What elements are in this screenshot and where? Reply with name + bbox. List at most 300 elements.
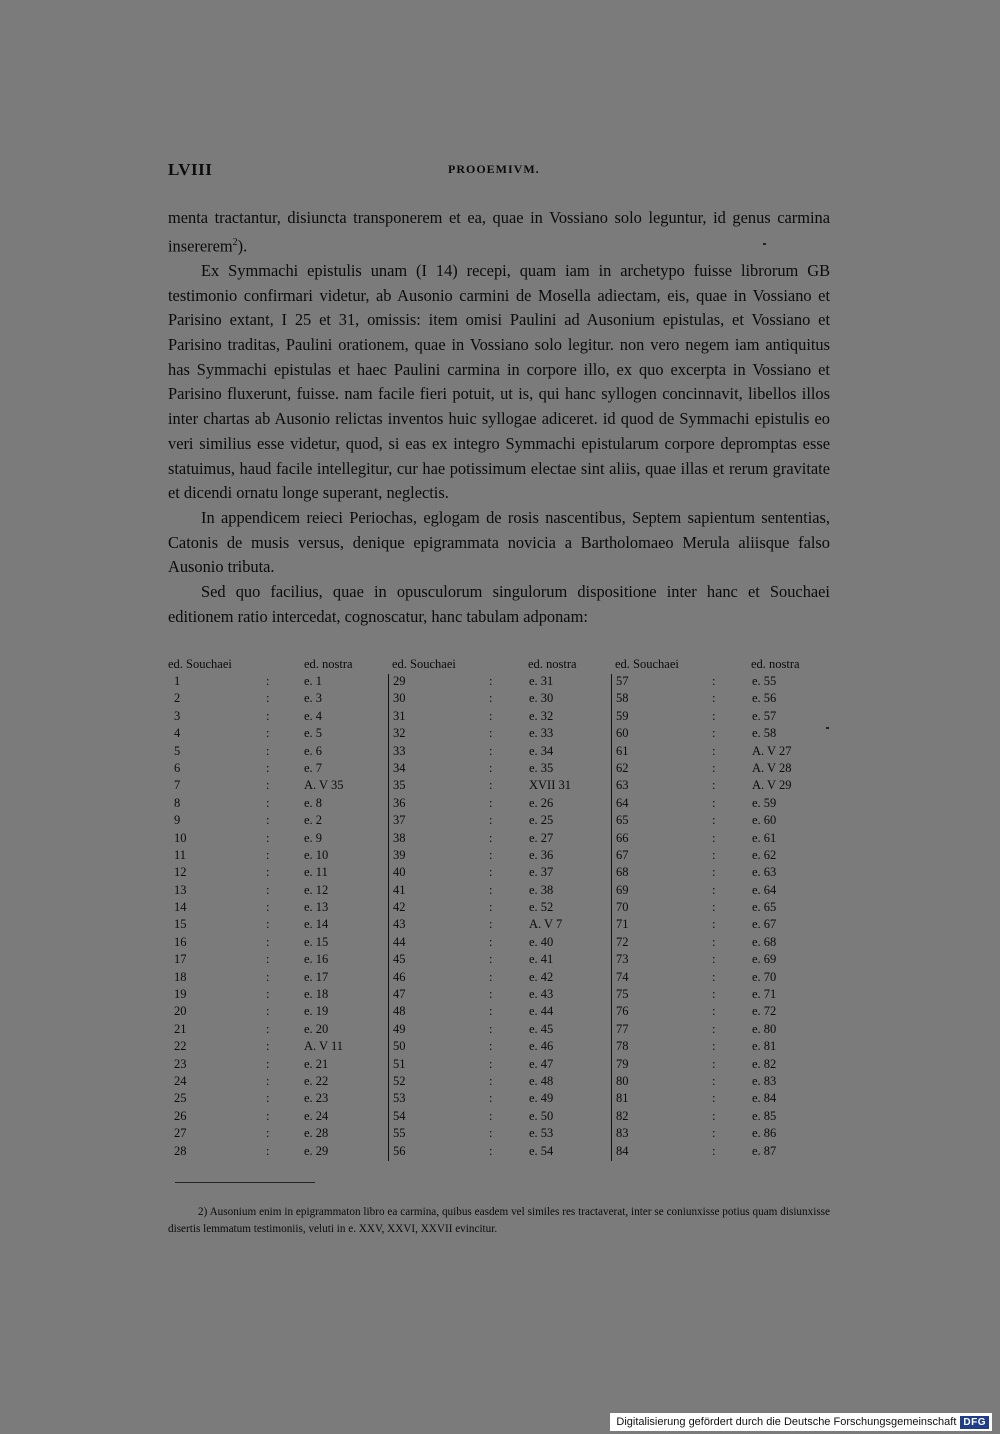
table-row xyxy=(612,744,836,761)
nostra-reference: e. 32 xyxy=(529,708,554,723)
nostra-reference: e. 68 xyxy=(752,934,777,949)
nostra-reference: A. V 7 xyxy=(529,917,563,932)
separator: : xyxy=(266,1126,270,1141)
separator: : xyxy=(266,795,270,810)
souchaei-number: 33 xyxy=(393,743,406,758)
nostra-reference: e. 34 xyxy=(529,743,554,758)
souchaei-number: 44 xyxy=(393,934,406,949)
separator: : xyxy=(266,813,270,828)
nostra-reference: e. 29 xyxy=(304,1143,329,1158)
table-row xyxy=(389,1144,613,1161)
nostra-reference: e. 55 xyxy=(752,674,777,688)
souchaei-number: 5 xyxy=(174,743,181,758)
souchaei-number: 7 xyxy=(174,778,181,793)
nostra-reference: e. 87 xyxy=(752,1143,777,1158)
table-row xyxy=(389,970,613,987)
footnote-text: Ausonium enim in epigrammaton libro ea carmina, quibus easdem vel similes res tractaverat, inter se coniunxisse potius quam disiunxisse disertis lemmatum testimoniis, veluti in e. XXV, XXVI, XXVII evincitur. xyxy=(168,1206,830,1235)
nostra-reference: e. 14 xyxy=(304,917,329,932)
nostra-reference: e. 5 xyxy=(304,726,323,741)
column-header: ed. Souchaei xyxy=(392,657,456,671)
separator: : xyxy=(712,1091,716,1106)
nostra-reference: e. 52 xyxy=(529,900,554,915)
table-row xyxy=(612,778,836,795)
separator: : xyxy=(266,830,270,845)
nostra-reference: e. 47 xyxy=(529,1056,554,1071)
footnote-ref: 2 xyxy=(232,236,238,248)
separator: : xyxy=(266,778,270,793)
souchaei-number: 20 xyxy=(174,1004,187,1019)
nostra-reference: e. 18 xyxy=(304,987,329,1002)
nostra-reference: e. 4 xyxy=(304,708,323,723)
table-row xyxy=(612,1074,836,1091)
table-row xyxy=(612,1057,836,1074)
paragraph: In appendicem reieci Periochas, eglogam de rosis nascentibus, Septem sapientum sententias, Catonis de musis versus, denique epigrammata novicia a Bartholomaeo Merula aliisque falso Ausonio tributa. xyxy=(168,507,830,577)
digitization-credit xyxy=(610,1413,992,1431)
footnote-rule xyxy=(175,1182,315,1183)
table-row xyxy=(612,1109,836,1126)
table-row xyxy=(612,761,836,778)
separator: : xyxy=(489,743,493,758)
nostra-reference: e. 17 xyxy=(304,969,329,984)
souchaei-number: 37 xyxy=(393,813,406,828)
separator: : xyxy=(712,917,716,932)
table-row xyxy=(389,883,613,900)
table-row xyxy=(168,1004,392,1021)
table-row xyxy=(168,1039,392,1056)
separator: : xyxy=(266,1108,270,1123)
nostra-reference: e. 20 xyxy=(304,1021,329,1036)
nostra-reference: e. 48 xyxy=(529,1073,554,1088)
table-row xyxy=(389,987,613,1004)
separator: : xyxy=(266,1143,270,1158)
nostra-reference: e. 70 xyxy=(752,969,777,984)
separator: : xyxy=(489,882,493,897)
souchaei-number: 2 xyxy=(174,691,181,706)
column-header: ed. Souchaei xyxy=(168,657,232,671)
nostra-reference: A. V 29 xyxy=(752,778,792,793)
nostra-reference: e. 28 xyxy=(304,1126,329,1141)
souchaei-number: 71 xyxy=(616,917,629,932)
nostra-reference: e. 21 xyxy=(304,1056,329,1071)
separator: : xyxy=(266,743,270,758)
separator: : xyxy=(712,900,716,915)
souchaei-number: 59 xyxy=(616,708,629,723)
page-header xyxy=(168,160,830,184)
separator: : xyxy=(266,708,270,723)
nostra-reference: e. 19 xyxy=(304,1004,329,1019)
table-row xyxy=(168,987,392,1004)
souchaei-number: 47 xyxy=(393,987,406,1002)
separator: : xyxy=(712,1108,716,1123)
separator: : xyxy=(489,778,493,793)
souchaei-number: 31 xyxy=(393,708,406,723)
table-row xyxy=(168,865,392,882)
table-row xyxy=(389,744,613,761)
souchaei-number: 42 xyxy=(393,900,406,915)
nostra-reference: e. 35 xyxy=(529,760,554,775)
separator: : xyxy=(489,917,493,932)
souchaei-number: 4 xyxy=(174,726,181,741)
separator: : xyxy=(712,969,716,984)
separator: : xyxy=(489,1056,493,1071)
souchaei-number: 57 xyxy=(616,674,629,688)
nostra-reference: e. 86 xyxy=(752,1126,777,1141)
separator: : xyxy=(489,987,493,1002)
nostra-reference: e. 42 xyxy=(529,969,554,984)
souchaei-number: 46 xyxy=(393,969,406,984)
souchaei-number: 63 xyxy=(616,778,629,793)
separator: : xyxy=(489,1073,493,1088)
souchaei-number: 48 xyxy=(393,1004,406,1019)
separator: : xyxy=(712,1021,716,1036)
scan-speck xyxy=(826,727,829,729)
souchaei-number: 84 xyxy=(616,1143,629,1158)
nostra-reference: A. V 35 xyxy=(304,778,344,793)
table-row xyxy=(612,848,836,865)
nostra-reference: e. 83 xyxy=(752,1073,777,1088)
souchaei-number: 17 xyxy=(174,952,187,967)
paragraph: menta tractantur, disiuncta transponerem et ea, quae in Vossiano solo leguntur, id genus carmina insererem$^2$). xyxy=(168,208,830,256)
table-row xyxy=(389,1004,613,1021)
souchaei-number: 9 xyxy=(174,813,181,828)
separator: : xyxy=(712,795,716,810)
nostra-reference: e. 69 xyxy=(752,952,777,967)
table-row xyxy=(389,865,613,882)
nostra-reference: e. 40 xyxy=(529,934,554,949)
table-row xyxy=(389,935,613,952)
table-row xyxy=(168,935,392,952)
souchaei-number: 22 xyxy=(174,1039,187,1054)
nostra-reference: e. 59 xyxy=(752,795,777,810)
nostra-reference: XVII 31 xyxy=(529,778,572,793)
souchaei-number: 13 xyxy=(174,882,187,897)
table-row xyxy=(612,1091,836,1108)
table-row xyxy=(168,1126,392,1143)
nostra-reference: e. 36 xyxy=(529,847,554,862)
nostra-reference: e. 72 xyxy=(752,1004,777,1019)
table-row xyxy=(168,1022,392,1039)
table-row xyxy=(389,691,613,708)
separator: : xyxy=(266,917,270,932)
table-column xyxy=(611,674,836,1161)
souchaei-number: 34 xyxy=(393,760,406,775)
souchaei-number: 49 xyxy=(393,1021,406,1036)
nostra-reference: e. 1 xyxy=(304,674,323,688)
nostra-reference: e. 27 xyxy=(529,830,554,845)
column-header: ed. nostra xyxy=(304,657,353,671)
separator: : xyxy=(489,726,493,741)
table-row xyxy=(612,796,836,813)
separator: : xyxy=(266,1004,270,1019)
separator: : xyxy=(266,1056,270,1071)
nostra-reference: e. 46 xyxy=(529,1039,554,1054)
souchaei-number: 69 xyxy=(616,882,629,897)
nostra-reference: e. 15 xyxy=(304,934,329,949)
nostra-reference: e. 16 xyxy=(304,952,329,967)
separator: : xyxy=(266,1091,270,1106)
table-row xyxy=(168,744,392,761)
souchaei-number: 6 xyxy=(174,760,181,775)
souchaei-number: 12 xyxy=(174,865,187,880)
souchaei-number: 18 xyxy=(174,969,187,984)
table-column xyxy=(388,674,613,1161)
column-header: ed. Souchaei xyxy=(615,657,679,671)
separator: : xyxy=(266,674,270,688)
separator: : xyxy=(489,708,493,723)
table-row xyxy=(389,796,613,813)
table-row xyxy=(389,813,613,830)
souchaei-number: 30 xyxy=(393,691,406,706)
table-row xyxy=(389,761,613,778)
nostra-reference: e. 10 xyxy=(304,847,329,862)
separator: : xyxy=(712,743,716,758)
souchaei-number: 14 xyxy=(174,900,187,915)
table-row xyxy=(168,848,392,865)
table-row xyxy=(389,900,613,917)
separator: : xyxy=(489,847,493,862)
souchaei-number: 68 xyxy=(616,865,629,880)
table-row xyxy=(168,796,392,813)
separator: : xyxy=(712,760,716,775)
separator: : xyxy=(489,674,493,688)
souchaei-number: 38 xyxy=(393,830,406,845)
separator: : xyxy=(712,865,716,880)
credit-text: Digitalisierung gefördert durch die Deutsche Forschungsgemeinschaft xyxy=(616,1416,957,1428)
nostra-reference: e. 82 xyxy=(752,1056,777,1071)
separator: : xyxy=(712,813,716,828)
table-row xyxy=(389,1074,613,1091)
separator: : xyxy=(266,900,270,915)
nostra-reference: e. 56 xyxy=(752,691,777,706)
souchaei-number: 43 xyxy=(393,917,406,932)
souchaei-number: 16 xyxy=(174,934,187,949)
souchaei-number: 40 xyxy=(393,865,406,880)
table-row xyxy=(612,935,836,952)
table-row xyxy=(612,1039,836,1056)
table-row xyxy=(612,1144,836,1161)
souchaei-number: 61 xyxy=(616,743,629,758)
nostra-reference: e. 84 xyxy=(752,1091,777,1106)
table-row xyxy=(168,1057,392,1074)
souchaei-number: 28 xyxy=(174,1143,187,1158)
souchaei-number: 77 xyxy=(616,1021,629,1036)
nostra-reference: e. 80 xyxy=(752,1021,777,1036)
nostra-reference: e. 53 xyxy=(529,1126,554,1141)
separator: : xyxy=(489,691,493,706)
nostra-reference: e. 62 xyxy=(752,847,777,862)
separator: : xyxy=(712,1126,716,1141)
nostra-reference: e. 61 xyxy=(752,830,777,845)
souchaei-number: 62 xyxy=(616,760,629,775)
separator: : xyxy=(489,934,493,949)
table-row xyxy=(168,691,392,708)
nostra-reference: e. 50 xyxy=(529,1108,554,1123)
table-row xyxy=(612,987,836,1004)
separator: : xyxy=(266,865,270,880)
souchaei-number: 80 xyxy=(616,1073,629,1088)
table-row xyxy=(612,1022,836,1039)
table-row xyxy=(612,865,836,882)
separator: : xyxy=(489,813,493,828)
separator: : xyxy=(489,1143,493,1158)
footnote-marker: 2) xyxy=(198,1206,208,1218)
table-row xyxy=(389,952,613,969)
nostra-reference: e. 43 xyxy=(529,987,554,1002)
nostra-reference: e. 67 xyxy=(752,917,777,932)
table-row xyxy=(168,709,392,726)
souchaei-number: 67 xyxy=(616,847,629,862)
table-row xyxy=(612,691,836,708)
separator: : xyxy=(489,795,493,810)
souchaei-number: 10 xyxy=(174,830,187,845)
separator: : xyxy=(489,760,493,775)
table-row xyxy=(168,674,392,691)
souchaei-number: 66 xyxy=(616,830,629,845)
table-row xyxy=(168,883,392,900)
souchaei-number: 41 xyxy=(393,882,406,897)
separator: : xyxy=(266,691,270,706)
nostra-reference: e. 64 xyxy=(752,882,777,897)
table-row xyxy=(612,674,836,691)
table-row xyxy=(168,900,392,917)
running-title: PROOEMIVM. xyxy=(448,162,540,176)
souchaei-number: 21 xyxy=(174,1021,187,1036)
nostra-reference: e. 7 xyxy=(304,760,323,775)
separator: : xyxy=(489,952,493,967)
souchaei-number: 58 xyxy=(616,691,629,706)
separator: : xyxy=(266,1039,270,1054)
table-row xyxy=(168,726,392,743)
souchaei-number: 83 xyxy=(616,1126,629,1141)
separator: : xyxy=(712,691,716,706)
separator: : xyxy=(489,900,493,915)
separator: : xyxy=(712,830,716,845)
nostra-reference: e. 58 xyxy=(752,726,777,741)
table-row xyxy=(612,970,836,987)
souchaei-number: 74 xyxy=(616,969,629,984)
nostra-reference: e. 8 xyxy=(304,795,323,810)
separator: : xyxy=(266,969,270,984)
nostra-reference: e. 31 xyxy=(529,674,554,688)
souchaei-number: 50 xyxy=(393,1039,406,1054)
nostra-reference: e. 11 xyxy=(304,865,328,880)
souchaei-number: 52 xyxy=(393,1073,406,1088)
nostra-reference: A. V 27 xyxy=(752,743,792,758)
footnote xyxy=(168,1204,830,1238)
nostra-reference: e. 25 xyxy=(529,813,554,828)
nostra-reference: A. V 11 xyxy=(304,1039,344,1054)
separator: : xyxy=(266,934,270,949)
separator: : xyxy=(712,882,716,897)
nostra-reference: e. 12 xyxy=(304,882,329,897)
separator: : xyxy=(712,1073,716,1088)
table-row xyxy=(612,917,836,934)
scan-speck xyxy=(763,243,766,245)
nostra-reference: e. 45 xyxy=(529,1021,554,1036)
nostra-reference: A. V 28 xyxy=(752,760,792,775)
table-row xyxy=(168,1091,392,1108)
table-row xyxy=(612,1126,836,1143)
souchaei-number: 1 xyxy=(174,674,181,688)
souchaei-number: 19 xyxy=(174,987,187,1002)
separator: : xyxy=(712,847,716,862)
table-column xyxy=(168,674,392,1161)
table-row xyxy=(389,1039,613,1056)
table-row xyxy=(168,778,392,795)
separator: : xyxy=(489,830,493,845)
souchaei-number: 51 xyxy=(393,1056,406,1071)
nostra-reference: e. 2 xyxy=(304,813,323,828)
souchaei-number: 24 xyxy=(174,1073,187,1088)
table-row xyxy=(168,1109,392,1126)
table-row xyxy=(389,917,613,934)
souchaei-number: 35 xyxy=(393,778,406,793)
souchaei-number: 55 xyxy=(393,1126,406,1141)
souchaei-number: 26 xyxy=(174,1108,187,1123)
souchaei-number: 23 xyxy=(174,1056,187,1071)
souchaei-number: 39 xyxy=(393,847,406,862)
souchaei-number: 8 xyxy=(174,795,181,810)
separator: : xyxy=(712,1143,716,1158)
separator: : xyxy=(266,847,270,862)
nostra-reference: e. 6 xyxy=(304,743,323,758)
paragraph: Sed quo facilius, quae in opusculorum singulorum dispositione inter hanc et Souchaei editionem ratio intercedat, cognoscatur, hanc tabulam adponam: xyxy=(168,582,830,626)
souchaei-number: 54 xyxy=(393,1108,406,1123)
souchaei-number: 64 xyxy=(616,795,629,810)
table-row xyxy=(389,778,613,795)
souchaei-number: 82 xyxy=(616,1108,629,1123)
nostra-reference: e. 33 xyxy=(529,726,554,741)
table-row xyxy=(389,1091,613,1108)
table-row xyxy=(389,674,613,691)
separator: : xyxy=(266,760,270,775)
nostra-reference: e. 44 xyxy=(529,1004,554,1019)
table-row xyxy=(389,848,613,865)
table-row xyxy=(168,1074,392,1091)
souchaei-number: 75 xyxy=(616,987,629,1002)
table-row xyxy=(612,726,836,743)
separator: : xyxy=(712,726,716,741)
nostra-reference: e. 38 xyxy=(529,882,554,897)
souchaei-number: 32 xyxy=(393,726,406,741)
nostra-reference: e. 23 xyxy=(304,1091,329,1106)
table-row xyxy=(389,831,613,848)
nostra-reference: e. 41 xyxy=(529,952,554,967)
souchaei-number: 45 xyxy=(393,952,406,967)
separator: : xyxy=(489,1126,493,1141)
column-header: ed. nostra xyxy=(751,657,800,671)
nostra-reference: e. 85 xyxy=(752,1108,777,1123)
souchaei-number: 65 xyxy=(616,813,629,828)
souchaei-number: 15 xyxy=(174,917,187,932)
nostra-reference: e. 3 xyxy=(304,691,323,706)
separator: : xyxy=(266,987,270,1002)
nostra-reference: e. 24 xyxy=(304,1108,329,1123)
nostra-reference: e. 9 xyxy=(304,830,323,845)
nostra-reference: e. 49 xyxy=(529,1091,554,1106)
souchaei-number: 11 xyxy=(174,847,187,862)
souchaei-number: 72 xyxy=(616,934,629,949)
nostra-reference: e. 13 xyxy=(304,900,329,915)
column-header: ed. nostra xyxy=(528,657,577,671)
separator: : xyxy=(266,952,270,967)
table-row xyxy=(612,709,836,726)
separator: : xyxy=(266,726,270,741)
table-row xyxy=(168,917,392,934)
souchaei-number: 36 xyxy=(393,795,406,810)
souchaei-number: 3 xyxy=(174,708,181,723)
table-row xyxy=(612,831,836,848)
